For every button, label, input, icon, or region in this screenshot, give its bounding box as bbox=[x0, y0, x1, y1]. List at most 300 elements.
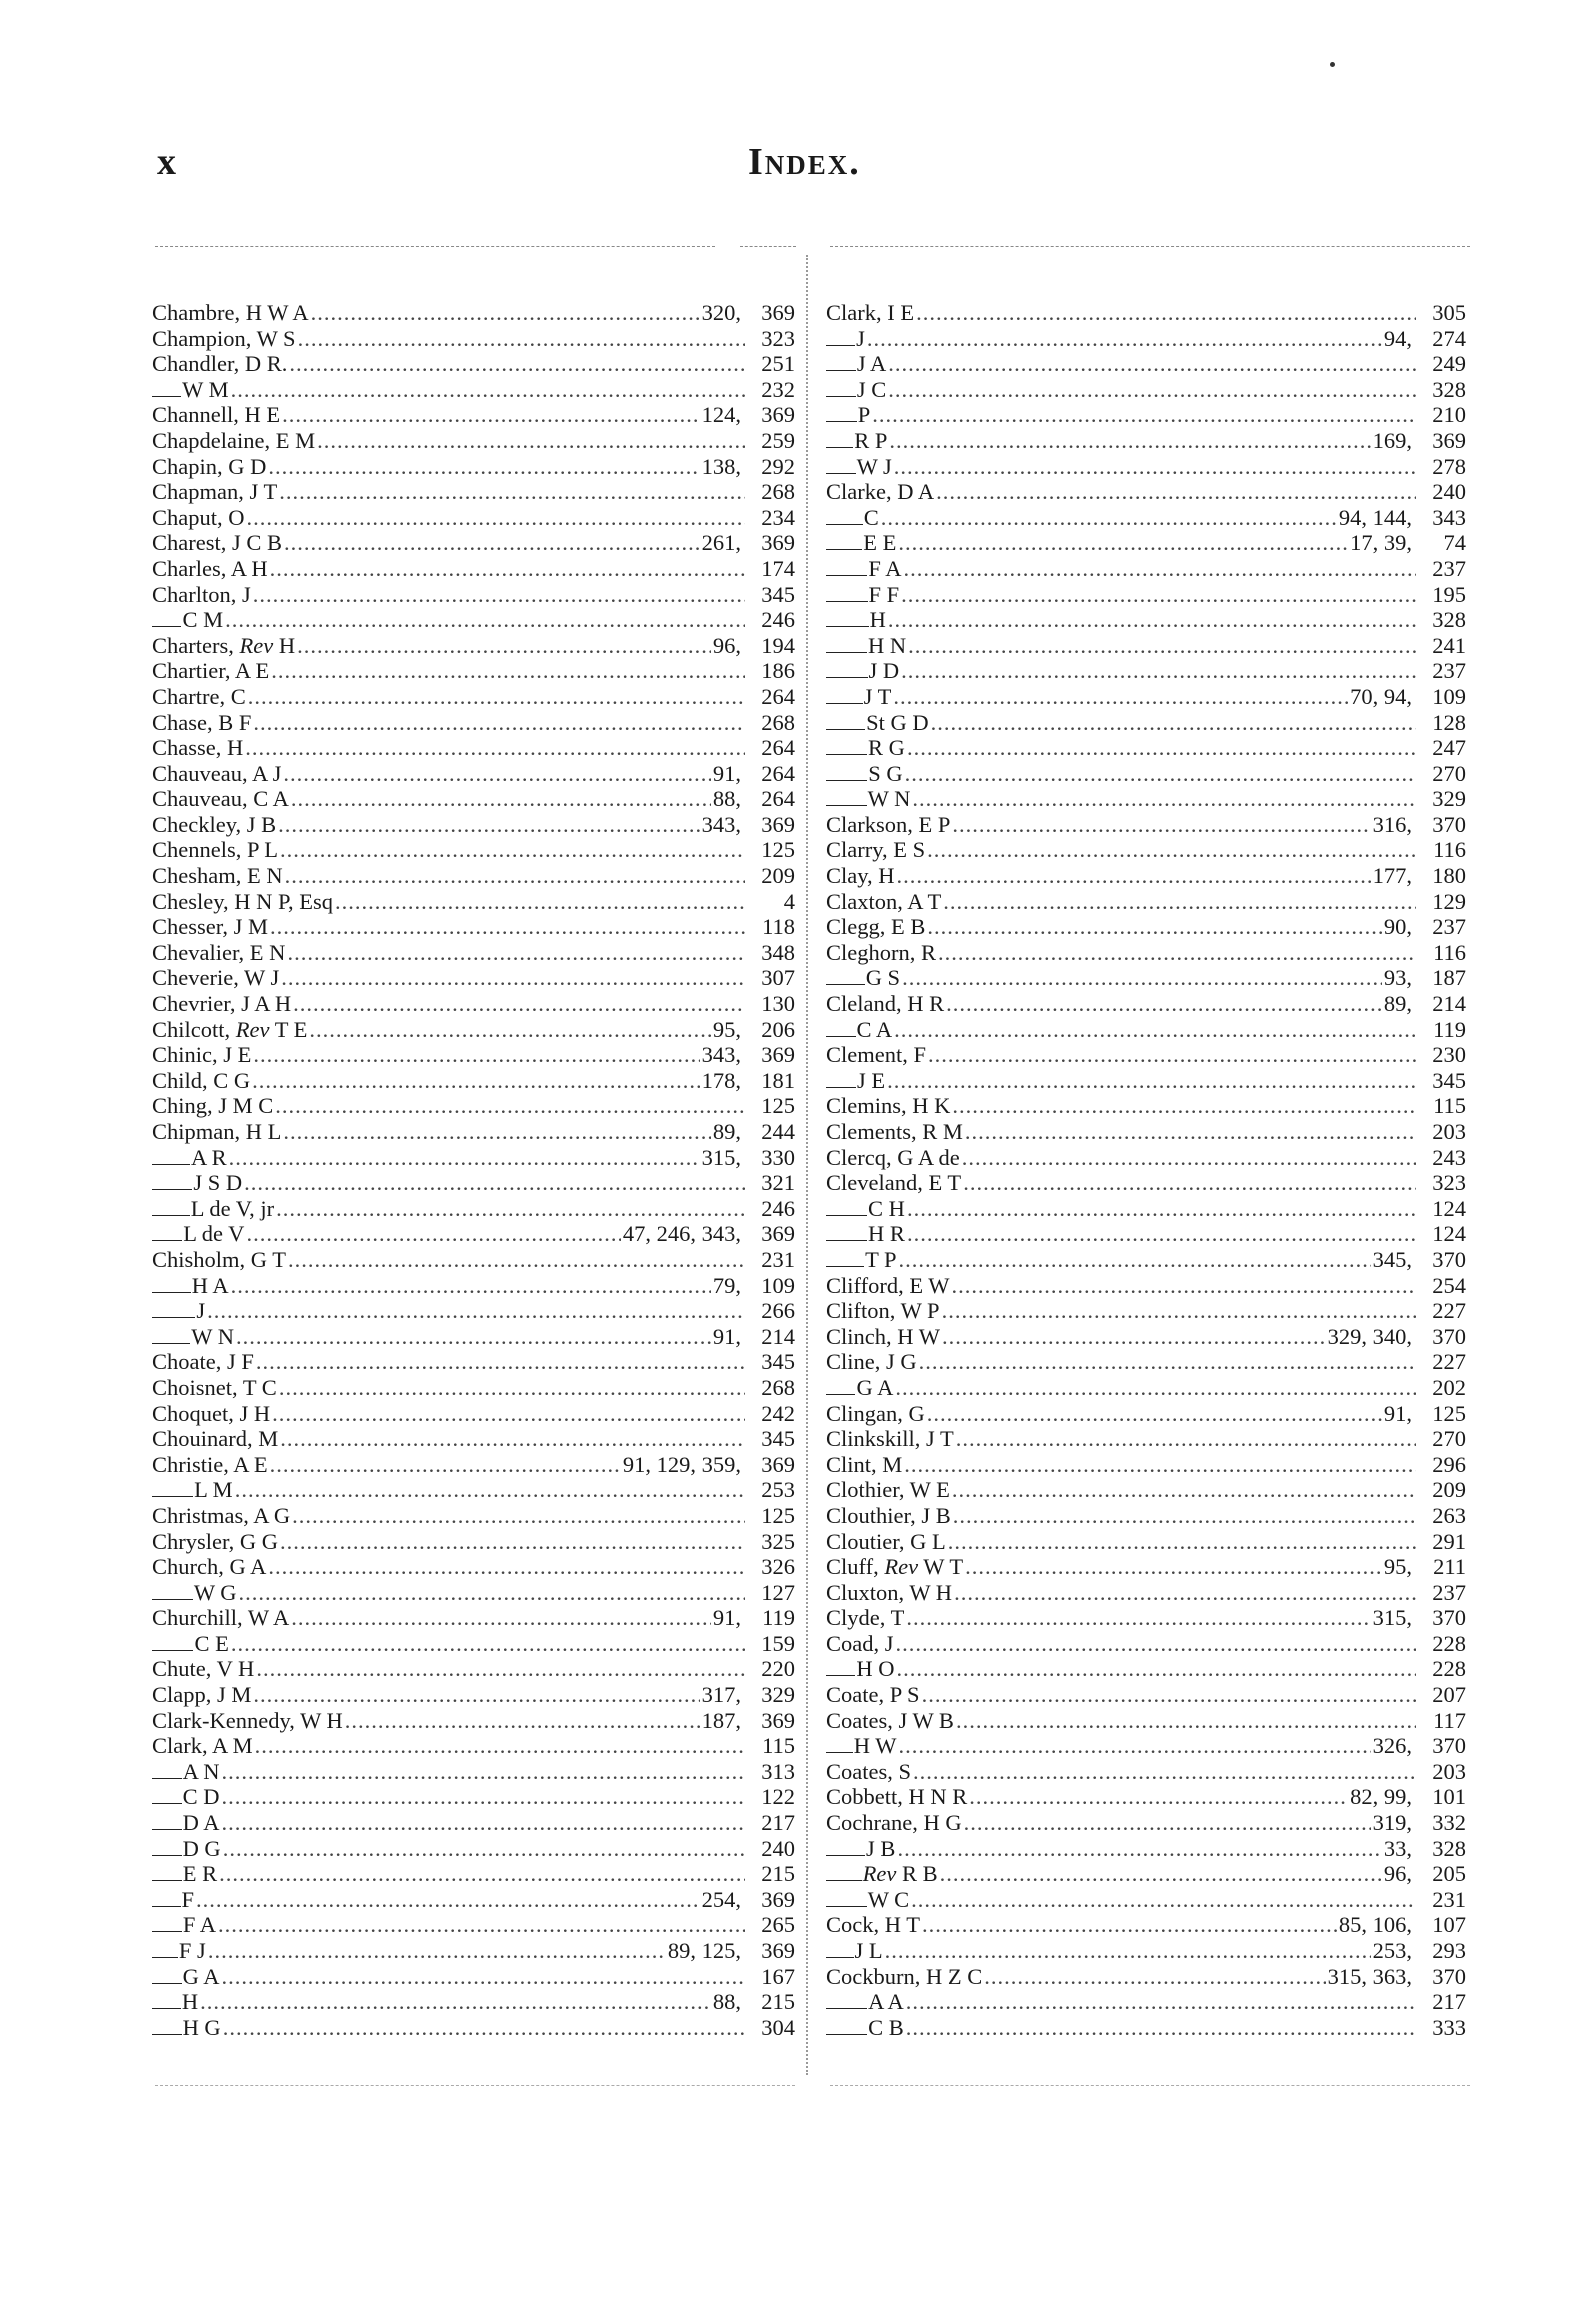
entry-name bbox=[868, 735, 905, 761]
entry-name bbox=[152, 1375, 277, 1401]
entry-page-number: 246 bbox=[761, 1195, 795, 1221]
entry-name bbox=[826, 1093, 950, 1119]
entry-name-text: Choquet, J H bbox=[152, 1400, 271, 1426]
dot-leader bbox=[287, 940, 745, 966]
entry-name-text: F A bbox=[868, 555, 902, 581]
entry-name bbox=[826, 1759, 911, 1785]
entry-page-number: 348 bbox=[761, 939, 795, 965]
index-entry bbox=[152, 940, 795, 966]
entry-references: 315, 363, bbox=[1327, 1963, 1412, 1989]
entry-page-number: 323 bbox=[761, 325, 795, 351]
entry-name-text: C E bbox=[194, 1630, 229, 1656]
entry-name bbox=[826, 991, 944, 1017]
entry-name bbox=[826, 1145, 960, 1171]
entry-name bbox=[826, 1810, 962, 1836]
entry-page-number: 254 bbox=[1432, 1272, 1466, 1298]
dot-leader bbox=[253, 1042, 699, 1068]
dot-leader bbox=[919, 1349, 1416, 1375]
dot-leader bbox=[283, 761, 711, 787]
dot-leader bbox=[931, 710, 1416, 736]
index-entry bbox=[826, 1401, 1466, 1427]
index-entry bbox=[826, 1196, 1466, 1222]
dot-leader bbox=[936, 479, 1416, 505]
entry-page-number: 278 bbox=[1432, 453, 1466, 479]
index-entry bbox=[826, 1503, 1466, 1529]
entry-name bbox=[826, 1529, 946, 1555]
entry-name-text: H bbox=[869, 607, 886, 633]
entry-references: 79, bbox=[712, 1272, 741, 1298]
ditto-dash bbox=[152, 1803, 182, 1804]
dot-leader bbox=[292, 1503, 745, 1529]
index-entry bbox=[826, 582, 1466, 608]
entry-name bbox=[826, 1401, 925, 1427]
entry-page-number: 186 bbox=[761, 658, 795, 684]
entry-references: 319, bbox=[1372, 1810, 1412, 1836]
entry-name bbox=[152, 761, 281, 787]
page-header bbox=[0, 140, 1578, 200]
ditto-dash bbox=[826, 1957, 854, 1958]
entry-name-text: Clifford, E W bbox=[826, 1272, 950, 1298]
entry-name-text: W N bbox=[191, 1323, 234, 1349]
dot-leader bbox=[963, 1170, 1416, 1196]
entry-name bbox=[152, 300, 309, 326]
index-entry bbox=[152, 1170, 795, 1196]
entry-name-text: Clapp, J M bbox=[152, 1682, 252, 1708]
page-title: Index. bbox=[748, 141, 861, 183]
entry-name-text: Charest, J C B bbox=[152, 530, 283, 556]
index-entry bbox=[826, 1375, 1466, 1401]
entry-name bbox=[857, 377, 886, 403]
entry-title-rev: Rev bbox=[862, 1861, 897, 1887]
entry-name-rest: H bbox=[278, 632, 296, 658]
dot-leader bbox=[907, 1221, 1416, 1247]
entry-name bbox=[826, 1580, 952, 1606]
entry-name-text: Coate, P S bbox=[826, 1682, 920, 1708]
entry-page-number: 313 bbox=[761, 1758, 795, 1784]
dot-leader bbox=[888, 607, 1416, 633]
dot-leader bbox=[898, 1733, 1370, 1759]
entry-name-text: Chase, B F bbox=[152, 709, 252, 735]
entry-name-text: Clyde, T bbox=[826, 1605, 905, 1631]
entry-name-text: Choate, J F bbox=[152, 1349, 254, 1375]
index-entry bbox=[152, 1836, 795, 1862]
entry-name bbox=[826, 1452, 902, 1478]
entry-name bbox=[152, 1682, 251, 1708]
index-entry bbox=[826, 1887, 1466, 1913]
entry-references: 343, bbox=[701, 1042, 741, 1068]
dot-leader bbox=[938, 940, 1416, 966]
dot-leader bbox=[965, 1119, 1416, 1145]
entry-name bbox=[826, 1912, 920, 1938]
entry-page-number: 296 bbox=[1432, 1451, 1466, 1477]
entry-page-number: 325 bbox=[761, 1528, 795, 1554]
index-entry bbox=[826, 1554, 1466, 1580]
dot-leader bbox=[896, 1631, 1417, 1657]
entry-name bbox=[866, 710, 929, 736]
index-entry bbox=[152, 454, 795, 480]
entry-name-text: Churchill, W A bbox=[152, 1605, 290, 1631]
entry-page-number: 268 bbox=[761, 1374, 795, 1400]
ditto-dash bbox=[152, 2034, 182, 2035]
index-entry bbox=[826, 1324, 1466, 1350]
index-entry bbox=[826, 1861, 1466, 1887]
entry-references: 96, bbox=[712, 632, 741, 658]
entry-page-number: 195 bbox=[1432, 581, 1466, 607]
index-entry bbox=[826, 1656, 1466, 1682]
index-entry bbox=[152, 1605, 795, 1631]
entry-name bbox=[868, 556, 901, 582]
index-entry bbox=[152, 761, 795, 787]
entry-references: 88, bbox=[712, 1989, 741, 2015]
entry-page-number: 253 bbox=[761, 1477, 795, 1503]
entry-name bbox=[857, 454, 892, 480]
bottom-rule-left bbox=[155, 2085, 795, 2086]
entry-name-text: W N bbox=[867, 786, 911, 812]
entry-references: 82, 99, bbox=[1350, 1784, 1412, 1810]
entry-page-number: 217 bbox=[1432, 1989, 1466, 2015]
entry-page-number: 187 bbox=[1432, 965, 1466, 991]
dot-leader bbox=[897, 863, 1371, 889]
entry-name-text: Chandler, D R. bbox=[152, 351, 288, 377]
dot-leader bbox=[895, 1375, 1416, 1401]
entry-references: 89, 125, bbox=[667, 1938, 741, 1963]
index-entry bbox=[152, 556, 795, 582]
entry-references: 89, bbox=[712, 1119, 741, 1144]
entry-references: 315, bbox=[701, 1144, 741, 1170]
entry-name-text: Chauveau, C A bbox=[152, 786, 289, 812]
entry-title-rev: Rev bbox=[239, 632, 274, 658]
entry-page-number: 293 bbox=[1432, 1938, 1466, 1963]
entry-name-text: Champion, W S bbox=[152, 325, 296, 351]
index-entry bbox=[152, 1401, 795, 1427]
index-column-left bbox=[152, 300, 795, 2040]
entry-page-number: 118 bbox=[762, 914, 795, 940]
entry-name-text: Cockburn, H Z C bbox=[826, 1963, 983, 1989]
dot-leader bbox=[954, 1580, 1416, 1606]
dot-leader bbox=[905, 761, 1416, 787]
ditto-dash bbox=[826, 1266, 864, 1267]
ditto-dash bbox=[826, 1855, 865, 1856]
entry-references: 320, bbox=[701, 300, 741, 325]
dot-leader bbox=[893, 684, 1348, 710]
entry-name bbox=[183, 1221, 244, 1247]
entry-name bbox=[857, 351, 886, 377]
dot-leader bbox=[252, 1068, 699, 1094]
dot-leader bbox=[219, 1861, 745, 1887]
entry-name-text: Chartier, A E bbox=[152, 658, 270, 684]
index-entry bbox=[826, 2015, 1466, 2041]
ditto-dash bbox=[826, 601, 868, 602]
index-entry bbox=[152, 1452, 795, 1478]
entry-name bbox=[826, 812, 950, 838]
entry-name-text: Chilcott, bbox=[152, 1016, 231, 1042]
entry-page-number: 264 bbox=[761, 683, 795, 709]
index-entry bbox=[826, 1298, 1466, 1324]
entry-name bbox=[152, 1605, 289, 1631]
entry-name bbox=[152, 735, 243, 761]
entry-page-number: 4 bbox=[783, 888, 795, 914]
entry-page-number: 259 bbox=[761, 427, 795, 453]
dot-leader bbox=[236, 1324, 711, 1350]
dot-leader bbox=[901, 582, 1416, 608]
dot-leader bbox=[948, 1529, 1416, 1555]
entry-name bbox=[855, 1938, 883, 1964]
index-entry bbox=[826, 965, 1466, 991]
index-entry bbox=[826, 1682, 1466, 1708]
entry-name bbox=[870, 607, 886, 633]
dot-leader bbox=[911, 1887, 1416, 1913]
entry-name bbox=[826, 863, 895, 889]
entry-page-number: 107 bbox=[1432, 1912, 1466, 1938]
entry-name bbox=[152, 710, 251, 736]
entry-page-number: 266 bbox=[761, 1298, 795, 1324]
entry-name bbox=[183, 2015, 221, 2041]
entry-references: 90, bbox=[1383, 914, 1412, 940]
entry-name-text: Chesley, H N P, Esq bbox=[152, 888, 334, 914]
ditto-dash bbox=[826, 1215, 867, 1216]
entry-name bbox=[866, 965, 900, 991]
dot-leader bbox=[922, 1912, 1337, 1938]
entry-page-number: 214 bbox=[761, 1323, 795, 1349]
entry-page-number: 249 bbox=[1432, 351, 1466, 377]
index-entry bbox=[152, 2015, 795, 2041]
top-rule-mid bbox=[740, 246, 796, 247]
index-entry bbox=[826, 1145, 1466, 1171]
dot-leader bbox=[901, 658, 1416, 684]
dot-leader bbox=[222, 1964, 745, 1990]
index-entry bbox=[152, 1247, 795, 1273]
index-entry bbox=[152, 1324, 795, 1350]
entry-name bbox=[152, 1017, 307, 1043]
index-entry bbox=[826, 1247, 1466, 1273]
dot-leader bbox=[271, 658, 745, 684]
entry-page-number: 125 bbox=[1432, 1400, 1466, 1426]
entry-name-text: Coates, J W B bbox=[826, 1707, 954, 1733]
entry-name-text: R P bbox=[854, 427, 888, 453]
dot-leader bbox=[898, 530, 1348, 556]
entry-name bbox=[152, 454, 266, 480]
entry-name bbox=[826, 1298, 940, 1324]
dot-leader bbox=[218, 1912, 745, 1938]
entry-name-text: J bbox=[856, 325, 865, 351]
entry-page-number: 345 bbox=[761, 581, 795, 607]
entry-name bbox=[183, 1912, 216, 1938]
entry-title-rev: Rev bbox=[884, 1554, 919, 1580]
entry-name-text: P bbox=[857, 402, 871, 428]
dot-leader bbox=[907, 735, 1416, 761]
dot-leader bbox=[881, 505, 1337, 531]
entry-name-text: Chartre, C bbox=[152, 683, 246, 709]
entry-name-text: Cluff, bbox=[826, 1554, 879, 1580]
entry-page-number: 237 bbox=[1432, 555, 1466, 581]
ditto-dash bbox=[826, 677, 868, 678]
ditto-dash bbox=[826, 1394, 855, 1395]
entry-name-text: C bbox=[863, 504, 879, 530]
entry-references: 124, bbox=[701, 402, 741, 428]
entry-references: 93, bbox=[1383, 965, 1412, 991]
dot-leader bbox=[984, 1964, 1325, 1990]
entry-name-text: J E bbox=[856, 1067, 886, 1093]
dot-leader bbox=[906, 2015, 1416, 2041]
entry-page-number: 227 bbox=[1432, 1349, 1466, 1375]
entry-page-number: 115 bbox=[1433, 1093, 1466, 1119]
entry-name bbox=[152, 1401, 270, 1427]
entry-name-text: Chesham, E N bbox=[152, 863, 283, 889]
ditto-dash bbox=[826, 1752, 853, 1753]
ditto-dash bbox=[826, 1906, 867, 1907]
entry-page-number: 243 bbox=[1432, 1144, 1466, 1170]
index-entry bbox=[826, 710, 1466, 736]
entry-page-number: 268 bbox=[761, 709, 795, 735]
entry-name bbox=[191, 1324, 234, 1350]
entry-name-text: Coad, J bbox=[826, 1630, 894, 1656]
entry-page-number: 305 bbox=[1432, 300, 1466, 325]
index-entry bbox=[152, 863, 795, 889]
entry-page-number: 270 bbox=[1432, 1426, 1466, 1452]
entry-page-number: 207 bbox=[1432, 1682, 1466, 1708]
entry-page-number: 292 bbox=[761, 453, 795, 479]
dot-leader bbox=[927, 1401, 1382, 1427]
speck-mark bbox=[1330, 62, 1335, 67]
entry-name bbox=[182, 1887, 195, 1913]
entry-name-text: L de V bbox=[183, 1221, 245, 1247]
entry-references: 17, 39, bbox=[1350, 530, 1412, 556]
entry-name bbox=[152, 1093, 273, 1119]
index-entry bbox=[152, 530, 795, 556]
dot-leader bbox=[345, 1708, 700, 1734]
entry-name-text: J B bbox=[866, 1835, 896, 1861]
entry-page-number: 268 bbox=[761, 479, 795, 505]
dot-leader bbox=[897, 1836, 1381, 1862]
entry-name-text: Chipman, H L bbox=[152, 1119, 282, 1144]
entry-name-text: H bbox=[181, 1989, 199, 2015]
entry-name bbox=[826, 1708, 954, 1734]
entry-page-number: 330 bbox=[761, 1144, 795, 1170]
dot-leader bbox=[208, 1938, 666, 1964]
index-entry bbox=[152, 1119, 795, 1145]
entry-references: 88, bbox=[712, 786, 741, 812]
dot-leader bbox=[298, 326, 745, 352]
entry-name bbox=[869, 658, 900, 684]
entry-name bbox=[152, 1349, 254, 1375]
entry-name-text: Cheverie, W J bbox=[152, 965, 280, 991]
entry-page-number: 345 bbox=[761, 1349, 795, 1375]
dot-leader bbox=[253, 710, 745, 736]
entry-page-number: 129 bbox=[1432, 888, 1466, 914]
entry-name bbox=[152, 1529, 278, 1555]
entry-name bbox=[193, 1170, 242, 1196]
entry-name bbox=[857, 1068, 885, 1094]
entry-name-text: J C bbox=[856, 376, 887, 402]
entry-name bbox=[152, 582, 251, 608]
dot-leader bbox=[225, 607, 745, 633]
ditto-dash bbox=[826, 370, 856, 371]
entry-name bbox=[152, 505, 245, 531]
entry-name-text: C A bbox=[856, 1016, 893, 1042]
entry-name bbox=[191, 1145, 227, 1171]
entry-page-number: 321 bbox=[761, 1170, 795, 1196]
index-entry bbox=[826, 1426, 1466, 1452]
entry-name-text: Clegg, E B bbox=[826, 914, 926, 940]
entry-references: 315, bbox=[1372, 1605, 1412, 1631]
entry-page-number: 345 bbox=[1432, 1067, 1466, 1093]
entry-page-number: 370 bbox=[1432, 1963, 1466, 1989]
dot-leader bbox=[962, 1145, 1416, 1171]
index-entry bbox=[152, 1631, 795, 1657]
ditto-dash bbox=[152, 396, 181, 397]
entry-name bbox=[826, 914, 925, 940]
index-entry bbox=[826, 1273, 1466, 1299]
index-entry bbox=[152, 1273, 795, 1299]
entry-name bbox=[152, 863, 283, 889]
entry-name-text: Clement, F bbox=[826, 1042, 926, 1068]
entry-page-number: 159 bbox=[761, 1630, 795, 1656]
entry-name bbox=[868, 2015, 904, 2041]
index-entry bbox=[152, 837, 795, 863]
entry-references: 261, bbox=[701, 530, 741, 556]
dot-leader bbox=[952, 1273, 1416, 1299]
entry-name bbox=[183, 1836, 221, 1862]
entry-name bbox=[179, 1938, 206, 1964]
entry-page-number: 116 bbox=[1433, 939, 1466, 965]
entry-page-number: 180 bbox=[1432, 863, 1466, 889]
entry-page-number: 263 bbox=[1432, 1502, 1466, 1528]
index-entry bbox=[826, 1580, 1466, 1606]
entry-name bbox=[869, 582, 900, 608]
index-entry bbox=[152, 505, 795, 531]
entry-references: 177, bbox=[1372, 863, 1412, 889]
dot-leader bbox=[902, 965, 1382, 991]
entry-page-number: 101 bbox=[1432, 1784, 1466, 1810]
dot-leader bbox=[275, 1093, 745, 1119]
dot-leader bbox=[280, 1529, 745, 1555]
entry-references: 91, bbox=[712, 1323, 741, 1349]
index-entry bbox=[826, 1784, 1466, 1810]
entry-page-number: 125 bbox=[761, 1502, 795, 1528]
entry-name-text: Clements, R M bbox=[826, 1119, 963, 1144]
top-rule-left bbox=[155, 246, 715, 247]
ditto-dash bbox=[826, 473, 856, 474]
index-entry bbox=[152, 1529, 795, 1555]
dot-leader bbox=[239, 1580, 745, 1606]
ditto-dash bbox=[152, 1496, 193, 1497]
entry-references: 253, bbox=[1372, 1938, 1412, 1963]
dot-leader bbox=[942, 1324, 1326, 1350]
entry-name-text: W C bbox=[867, 1886, 910, 1912]
dot-leader bbox=[940, 1861, 1382, 1887]
entry-name-text: G A bbox=[856, 1374, 894, 1400]
index-entry bbox=[152, 812, 795, 838]
entry-page-number: 122 bbox=[761, 1784, 795, 1810]
dot-leader bbox=[284, 530, 700, 556]
entry-page-number: 370 bbox=[1432, 1246, 1466, 1272]
entry-page-number: 369 bbox=[761, 1886, 795, 1912]
entry-name-text: Christmas, A G bbox=[152, 1502, 291, 1528]
entry-name bbox=[152, 479, 277, 505]
dot-leader bbox=[223, 1836, 745, 1862]
entry-page-number: 231 bbox=[1432, 1886, 1466, 1912]
ditto-dash bbox=[826, 1675, 855, 1676]
index-entry bbox=[826, 889, 1466, 915]
index-entry bbox=[826, 1170, 1466, 1196]
index-entry bbox=[826, 1964, 1466, 1990]
entry-page-number: 328 bbox=[1432, 607, 1466, 633]
entry-page-number: 231 bbox=[761, 1246, 795, 1272]
ditto-dash bbox=[152, 1855, 182, 1856]
entry-page-number: 202 bbox=[1432, 1374, 1466, 1400]
dot-leader bbox=[281, 965, 745, 991]
index-entry bbox=[152, 1784, 795, 1810]
